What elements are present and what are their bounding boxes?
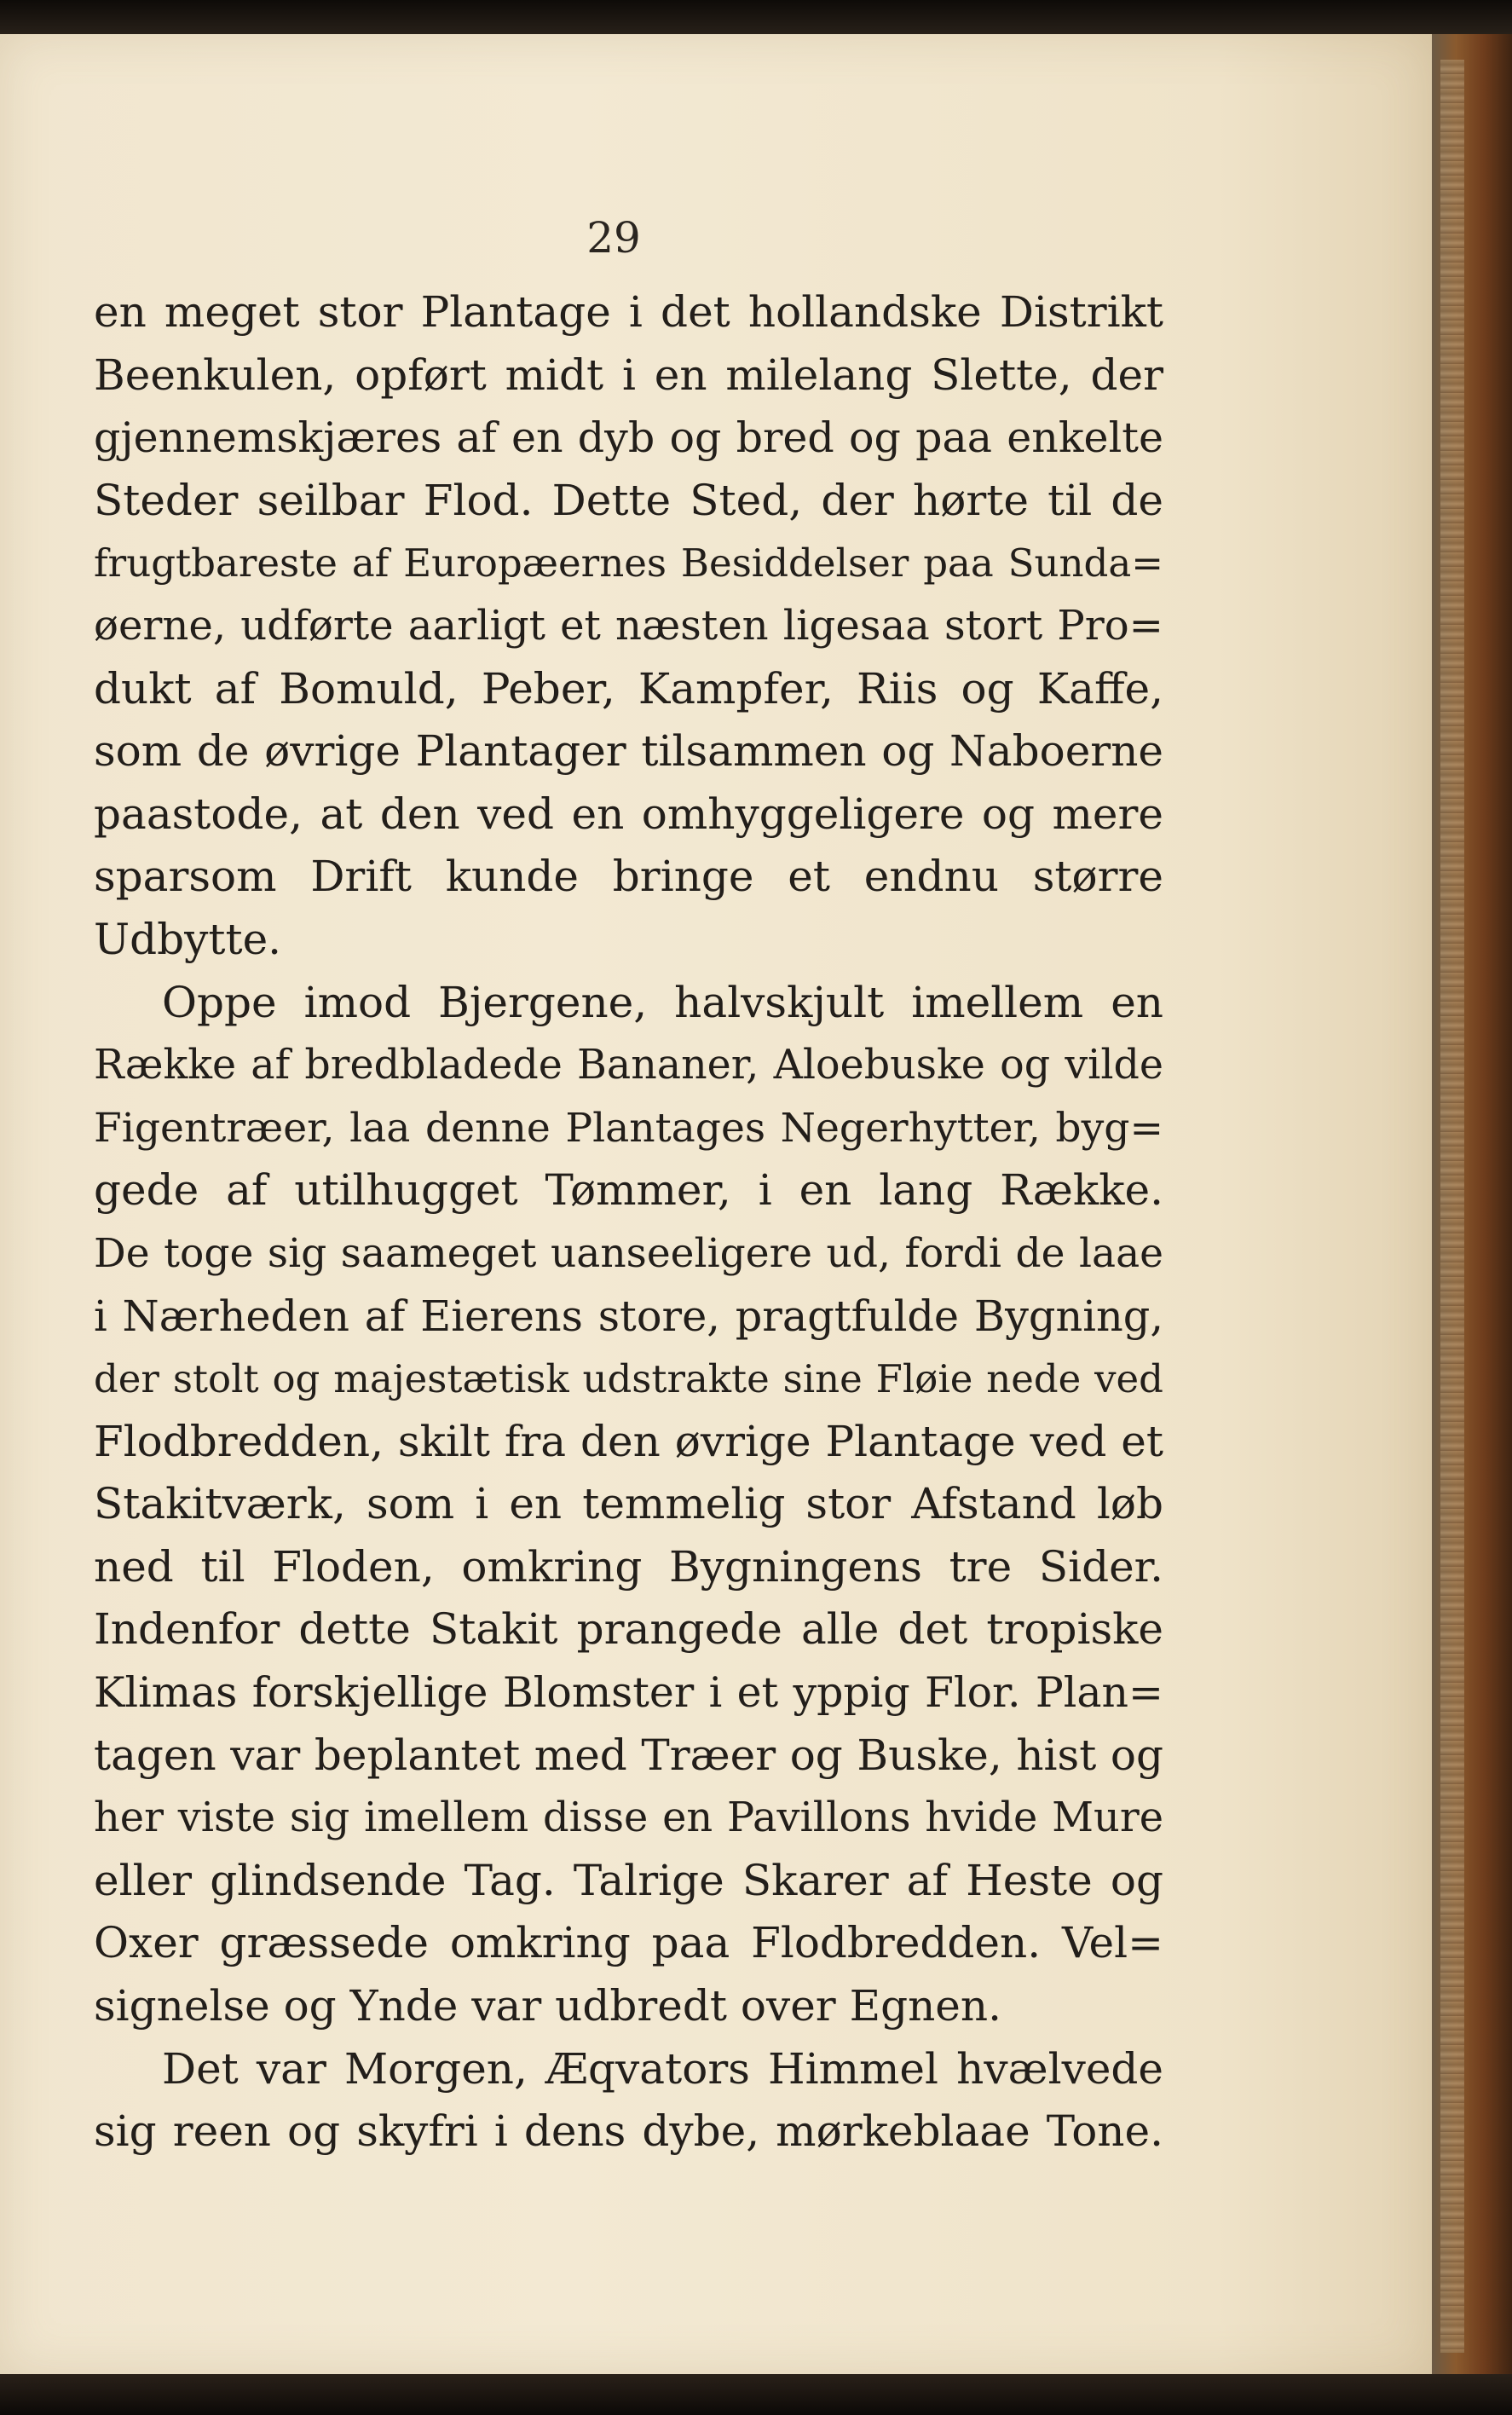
text-line: som de øvrige Plantager tilsammen og Naboerne [94, 726, 1163, 777]
text-line: Flodbredden, skilt fra den øvrige Plantage ved et [94, 1416, 1163, 1466]
text-line: her viste sig imellem disse en Pavillons hvide Mure [94, 1794, 1163, 1842]
paragraph [94, 2038, 1163, 2164]
text-line: paastode, at den ved en omhyggeligere og mere [94, 789, 1163, 839]
text-line: tagen var beplantet med Træer og Buske, hist og [94, 1730, 1163, 1780]
text-line: ned til Floden, omkring Bygningens tre Sider. [94, 1541, 1163, 1592]
book-page-stack [1440, 60, 1464, 2353]
text-line: sparsom Drift kunde bringe et endnu større [94, 852, 1163, 902]
text-line: sig reen og skyfri i dens dybe, mørkeblaae Tone. [94, 2106, 1163, 2157]
paragraph [94, 972, 1163, 2038]
text-line: Indenfor dette Stakit prangede alle det tropiske [94, 1604, 1163, 1655]
text-line: Udbytte. [94, 914, 282, 964]
text-line: Steder seilbar Flod. Dette Sted, der hørte til de [94, 475, 1163, 525]
text-line: der stolt og majestætisk udstrakte sine Fløie nede ved [94, 1356, 1163, 1402]
page-number: 29 [586, 213, 641, 263]
text-line: Oxer græssede omkring paa Flodbredden. Vel= [94, 1918, 1163, 1968]
text-line: i Nærheden af Eierens store, pragtfulde Bygning, [94, 1291, 1163, 1341]
text-line: gjennemskjæres af en dyb og bred og paa enkelte [94, 413, 1163, 463]
text-line: Stakitværk, som i en temmelig stor Afstand løb [94, 1479, 1163, 1529]
text-line: Klimas forskjellige Blomster i et yppig Flor. Plan= [94, 1668, 1163, 1718]
text-line: gede af utilhugget Tømmer, i en lang Række. [94, 1165, 1163, 1216]
body-text [94, 281, 1163, 2164]
text-line: frugtbareste af Europæernes Besiddelser paa Sunda= [94, 540, 1163, 586]
text-line: Række af bredbladede Bananer, Aloebuske og vilde [94, 1042, 1163, 1089]
text-line: eller glindsende Tag. Talrige Skarer af Heste og [94, 1855, 1163, 1905]
text-line: Figentræer, laa denne Plantages Negerhytter, byg= [94, 1104, 1163, 1152]
paragraph [94, 281, 1163, 972]
text-line: dukt af Bomuld, Peber, Kampfer, Riis og Kaffe, [94, 663, 1163, 714]
book-bottom-shadow [0, 2374, 1512, 2415]
text-line: Oppe imod Bjergene, halvskjult imellem en [162, 977, 1163, 1027]
text-line: Det var Morgen, Æqvators Himmel hvælvede [162, 2043, 1163, 2094]
text-line: en meget stor Plantage i det hollandske Distrikt [94, 287, 1163, 337]
text-line: signelse og Ynde var udbredt over Egnen. [94, 1981, 1001, 2031]
text-line: Beenkulen, opført midt i en milelang Slette, der [94, 350, 1163, 400]
text-line: øerne, udførte aarligt et næsten ligesaa stort Pro= [94, 601, 1163, 650]
text-line: De toge sig saameget uanseeligere ud, fordi de laae [94, 1229, 1163, 1277]
